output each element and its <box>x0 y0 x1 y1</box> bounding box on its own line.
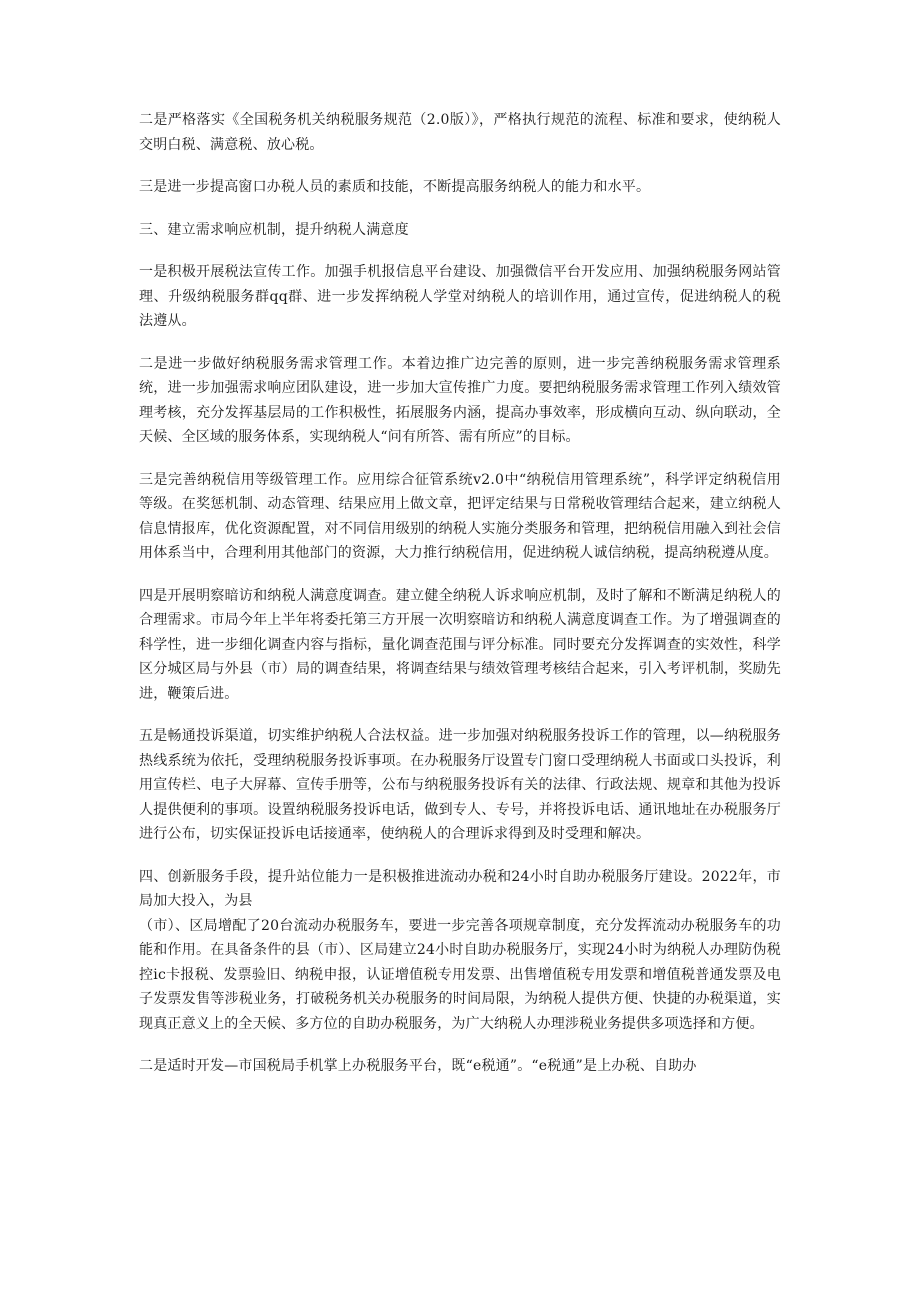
section-heading-innovation: 四、创新服务手段，提升站位能力一是积极推进流动办税和24小时自助办税服务厅建设。2022年，市局加大投入，为县 <box>139 868 781 909</box>
paragraph-complaint-channel: 五是畅通投诉渠道，切实维护纳税人合法权益。进一步加强对纳税服务投诉工作的管理，以—纳税服务热线系统为依托，受理纳税服务投诉事项。在办税服务厅设置专门窗口受理纳税人书面或口头投诉，利用宣传栏、电子大屏幕、宣传手册等，公布与纳税服务投诉有关的法律、行政法规、规章和其他为投诉人提供便利的事项。设置纳税服务投诉电话，做到专人、专号，并将投诉电话、通讯地址在办税服务厅进行公布，切实保证投诉电话接通率，使纳税人的合理诉求得到及时受理和解决。 <box>139 728 781 842</box>
paragraph-credit-rating: 三是完善纳税信用等级管理工作。应用综合征管系统v2.0中“纳税信用管理系统”，科学评定纳税信用等级。在奖惩机制、动态管理、结果应用上做文章，把评定结果与日常税收管理结合起来，建立纳税人信息情报库，优化资源配置，对不同信用级别的纳税人实施分类服务和管理，把纳税信用融入到社会信用体系当中，合理利用其他部门的资源，大力推行纳税信用，促进纳税人诚信纳税，提高纳税遵从度。 <box>139 471 781 561</box>
paragraph-demand-management: 二是进一步做好纳税服务需求管理工作。本着边推广边完善的原则，进一步完善纳税服务需求管理系统，进一步加强需求响应团队建设，进一步加大宣传推广力度。要把纳税服务需求管理工作列入绩效管理考核，充分发挥基层局的工作积极性，拓展服务内涵，提高办事效率，形成横向互动、纵向联动，全天候、全区域的服务体系，实现纳税人“问有所答、需有所应”的目标。 <box>139 355 781 445</box>
paragraph-mobile-service: （市）、区局增配了20台流动办税服务车，要进一步完善各项规章制度，充分发挥流动办税服务车的功能和作用。在具备条件的县（市）、区局建立24小时自助办税服务厅，实现24小时为纳税人办理防伪税控ic卡报税、发票验旧、纳税申报，认证增值税专用发票、出售增值税专用发票和增值税普通发票及电子发票发售等涉税业务，打破税务机关办税服务的时间局限，为纳税人提供方便、快捷的办税渠道，实现真正意义上的全天候、多方位的自助办税服务，为广大纳税人办理涉税业务提供多项选择和方便。 <box>139 917 781 1032</box>
document-body <box>139 108 781 1079</box>
paragraph-standard-implementation: 二是严格落实《全国税务机关纳税服务规范（2.0版）》，严格执行规范的流程、标准和要求，使纳税人交明白税、满意税、放心税。 <box>139 112 781 153</box>
paragraph-staff-skills: 三是进一步提高窗口办税人员的素质和技能，不断提高服务纳税人的能力和水平。 <box>139 179 651 195</box>
section-heading-demand-response: 三、建立需求响应机制，提升纳税人满意度 <box>139 221 409 238</box>
paragraph-tax-law-publicity: 一是积极开展税法宣传工作。加强手机报信息平台建设、加强微信平台开发应用、加强纳税服务网站管理、升级纳税服务群qq群、进一步发挥纳税人学堂对纳税人的培训作用，通过宣传，促进纳税人的税法遵从。 <box>139 264 781 329</box>
paragraph-e-tax-platform: 二是适时开发—市国税局手机掌上办税服务平台，既“e税通”。“e税通”是上办税、自助办 <box>139 1058 697 1074</box>
paragraph-satisfaction-survey: 四是开展明察暗访和纳税人满意度调查。建立健全纳税人诉求响应机制，及时了解和不断满足纳税人的合理需求。市局今年上半年将委托第三方开展一次明察暗访和纳税人满意度调查工作。为了增强调查的科学性，进一步细化调查内容与指标，量化调查范围与评分标准。同时要充分发挥调查的实效性，科学区分城区局与外县（市）局的调查结果，将调查结果与绩效管理考核结合起来，引入考评机制，奖励先进，鞭策后进。 <box>139 587 781 702</box>
